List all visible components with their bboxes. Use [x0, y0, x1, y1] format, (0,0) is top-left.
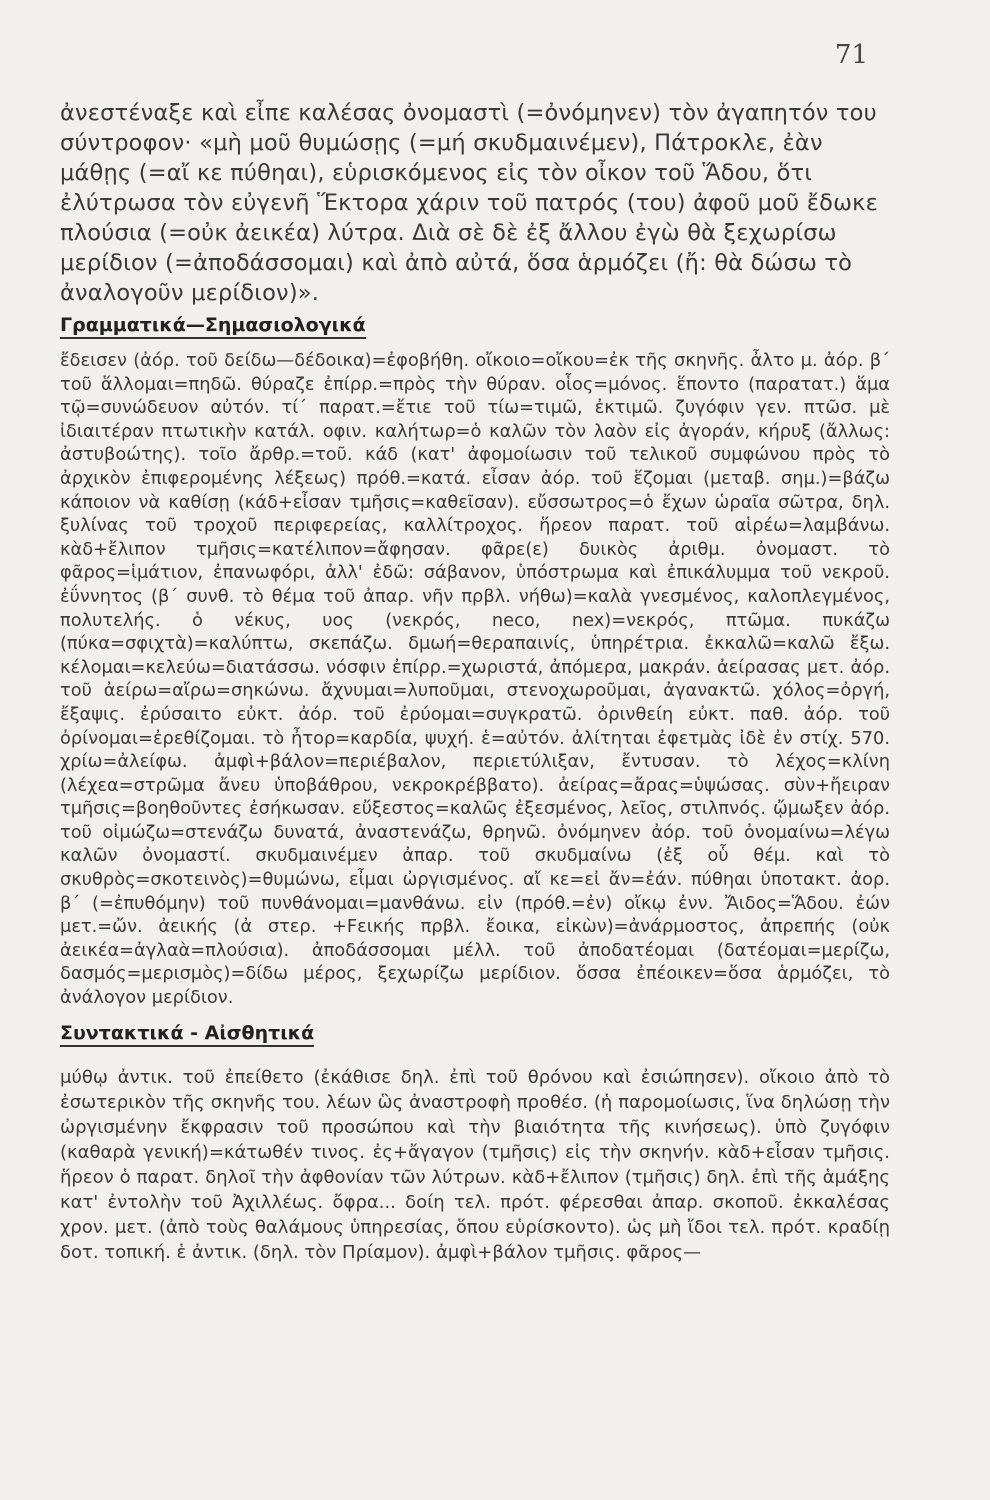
syntax-heading: Συντακτικά - Αἰσθητικά [60, 1022, 314, 1047]
grammar-text: ἔδεισεν (ἀόρ. τοῦ δείδω—δέδοικα)=ἐφοβήθη. οἴκοιο=οἴκου=ἐκ τῆς σκηνῆς. ἆλτο μ. ἀόρ. β΄ τοῦ ἅλλομαι=πηδῶ. θύραζε ἐπίρρ.=πρὸς τὴν θύραν. οἷος=μόνος. ἕποντο (παρατατ.) ἅμα τῷ=συνώδευον αὐτόν. τί΄ παρατ.=ἔτιε τοῦ τίω=τιμῶ, ἐκτιμῶ. ζυγόφιν γεν. πτῶσ. μὲ ἰδιαιτέραν πτωτικὴν κατάλ. οφιν. καλήτωρ=ὁ καλῶν τὸν λαὸν εἰς ἀγοράν, κήρυξ (ἄλλως: ἀστυβοώτης). τοῖο ἄρθρ.=τοῦ. κάδ (κατ' ἀφομοίωσιν τοῦ τελικοῦ συμφώνου πρὸς τὸ ἀρχικὸν ἐπιφερομένης λέξεως) πρόθ.=κατά. εἶσαν ἀόρ. τοῦ ἕζομαι (μεταβ. σημ.)=βάζω κάποιον νὰ καθίσῃ (κάδ+εἶσαν τμῆσις=καθεῖσαν). εὔσσωτρος=ὁ ἔχων ὡραῖα σῶτρα, δηλ. ξυλίνας τοῦ τροχοῦ περιφερείας, καλλίτροχος. ἥρεον παρατ. τοῦ αἱρέω=λαμβάνω. κὰδ+ἔλιπον τμῆσις=κατέλιπον=ἄφησαν. φᾶρε(ε) δυικὸς ἀριθμ. ὀνομαστ. τὸ φᾶρος=ἱμάτιον, ἐπανωφόρι, ἀλλ' ἐδῶ: σάβανον, ὑπόστρωμα καὶ ἐπικάλυμμα τοῦ νεκροῦ. ἐΰννητος (β΄ συνθ. τὸ θέμα τοῦ ἀπαρ. νῆν πρβλ. νήθω)=καλὰ γνεσμένος, καλοπλεγμένος, πολυτελής. ὁ νέκυς, υος (νεκρός, neco, nex)=νεκρός, πτῶμα. πυκάζω (πύκα=σφιχτὰ)=καλύπτω, σκεπάζω. δμωή=θεραπαινίς, ὑπηρέτρια. ἐκκαλῶ=καλῶ ἔξω. κέλομαι=κελεύω=διατάσσω. νόσφιν ἐπίρρ.=χωριστά, ἀπόμερα, μακράν. ἀείρασας μετ. ἀόρ. τοῦ ἀείρω=αἴρω=σηκώνω. ἄχνυμαι=λυποῦμαι, στενοχωροῦμαι, ἀγανακτῶ. χόλος=ὀργή, ἔξαψις. ἐρύσαιτο εὐκτ. ἀόρ. τοῦ ἐρύομαι=συγκρατῶ. ὀρινθείη εὐκτ. παθ. ἀόρ. τοῦ ὀρίνομαι=ἐρεθίζομαι. τὸ ἦτορ=καρδία, ψυχή. ἑ=αὐτόν. ἀλίτηται ἐφετμὰς ἰδὲ ἐν στίχ. 570. χρίω=ἀλείφω. ἀμφὶ+βάλον=περιέβαλον, περιετύλιξαν, ἔντυσαν. τὸ λέχος=κλίνη (λέχεα=στρῶμα ἄνευ ὑποβάθρου, νεκροκρέββατο). ἀείρας=ἄρας=ὑψώσας. σὺν+ἤειραν τμῆσις=βοηθοῦντες ἐσήκωσαν. εὔξεστος=καλῶς ἐξεσμένος, λεῖος, στιλπνός. ᾤμωξεν ἀόρ. τοῦ οἰμώζω=στενάζω δυνατά, ἀναστενάζω, θρηνῶ. ὀνόμηνεν ἀόρ. τοῦ ὀνομαίνω=λέγω καλῶν ὀνομαστί. σκυδμαινέμεν ἀπαρ. τοῦ σκυδμαίνω (ἐξ οὗ θέμ. καὶ τὸ σκυθρὸς=σκοτεινὸς)=θυμώνω, εἶμαι ὠργισμένος. αἴ κε=εἰ ἄν=ἐάν. πύθηαι ὑποτακτ. ἀορ. β΄ (=ἐπυθόμην) τοῦ πυνθάνομαι=μανθάνω. εἰν (πρόθ.=ἐν) οἴκῳ ἐνν. Ἄιδος=Ἅδου. ἐών μετ.=ὤν. ἀεικής (ἀ στερ. +Fεικής πρβλ. ἔοικα, εἰκὼν)=ἀνάρμοστος, ἀπρεπής (οὐκ ἀεικέα=ἀγλαὰ=πλούσια). ἀποδάσσομαι μέλλ. τοῦ ἀποδατέομαι (δατέομαι=μερίζω, δασμός=μερισμὸς)=δίδω μέρος, ξεχωρίζω μερίδιον. ὅσσα ἐπέοικεν=ὅσα ἁρμόζει, τὸ ἀνάλογον μερίδιον. [60, 350, 890, 1009]
syntax-text: μύθῳ ἀντικ. τοῦ ἐπείθετο (ἐκάθισε δηλ. ἐπὶ τοῦ θρόνου καὶ ἐσιώπησεν). οἴκοιο ἀπὸ τὸ ἐσωτερικὸν τῆς σκηνῆς του. λέων ὣς ἀναστροφὴ προθέσ. (ἡ παρομοίωσις, ἵνα δηλώσῃ τὴν ὠργισμένην ἔκφρασιν τοῦ προσώπου καὶ τὴν βιαιότητα τῆς κινήσεως). ὑπὸ ζυγόφιν (καθαρὰ γενική)=κάτωθέν τινος. ἐς+ἄγαγον (τμῆσις) εἰς τὴν σκηνήν. κὰδ+εἶσαν τμῆσις. ἥρεον ὁ παρατ. δηλοῖ τὴν ἀφθονίαν τῶν λύτρων. κὰδ+ἔλιπον (τμῆσις) δηλ. ἐπὶ τῆς ἁμάξης κατ' ἐντολὴν τοῦ Ἀχιλλέως. ὄφρα... δοίη τελ. πρότ. φέρεσθαι ἀπαρ. σκοποῦ. ἐκκαλέσας χρον. μετ. (ἀπὸ τοὺς θαλάμους ὑπηρεσίας, ὅπου εὑρίσκοντο). ὡς μὴ ἴδοι τελ. πρότ. κραδίῃ δοτ. τοπική. ἑ ἀντικ. (δηλ. τὸν Πρίαμον). ἀμφὶ+βάλον τμῆσις. φᾶρος— [60, 1066, 890, 1263]
syntax-notes [60, 1065, 890, 1265]
page-content [60, 98, 890, 1265]
page-number: 71 [834, 40, 868, 70]
translation-text: ἀνεστέναξε καὶ εἶπε καλέσας ὀνομαστὶ (=ὀνόμηνεν) τὸν ἀγαπητόν του σύντροφον· «μὴ μοῦ θυμώσῃς (=μή σκυδμαινέμεν), Πάτροκλε, ἐὰν μάθῃς (=αἴ κε πύθηαι), εὑρισκόμενος εἰς τὸν οἶκον τοῦ Ἅδου, ὅτι ἐλύτρωσα τὸν εὐγενῆ Ἕκτορα χάριν τοῦ πατρός (του) ἀφοῦ μοῦ ἔδωκε πλούσια (=οὐκ ἀεικέα) λύτρα. Διὰ σὲ δὲ ἐξ ἄλλου ἐγὼ θὰ ξεχωρίσω μερίδιον (=ἀποδάσσομαι) καὶ ἀπὸ αὐτά, ὅσα ἁρμόζει (ἤ: θὰ δώσω τὸ ἀναλογοῦν μερίδιον)». [60, 100, 878, 306]
translation-paragraph [60, 98, 890, 308]
grammar-heading: Γραμματικά—Σημασιολογικά [60, 314, 366, 339]
grammar-glossary [60, 349, 890, 1010]
